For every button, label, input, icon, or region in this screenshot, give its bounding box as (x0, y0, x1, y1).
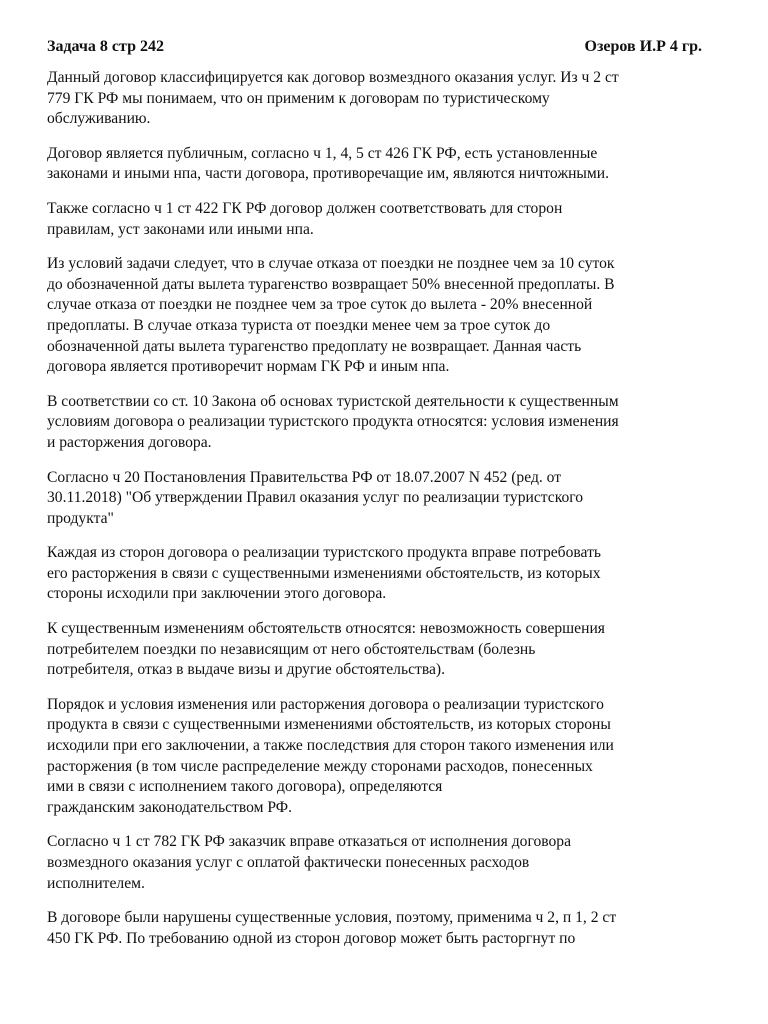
task-title: Задача 8 стр 242 (47, 38, 164, 55)
paragraph-material-changes: К существенным изменениям обстоятельств относятся: невозможность совершения потребителем поездки по независящим от него обстоятельствам (болезнь потребителя, отказ в выдаче визы и другие обстоятельства). (47, 620, 605, 679)
paragraph-article-422: Также согласно ч 1 ст 422 ГК РФ договор должен соответствовать для сторон правилам, уст законами или иными нпа. (47, 199, 563, 238)
paragraph-tourism-law: В соответствии со ст. 10 Закона об основах туристской деятельности к существенным условиям договора о реализации туристского продукта относятся: условия изменения и расторжения договора. (47, 392, 619, 451)
author-name: Озеров И.Р 4 гр. (584, 38, 702, 55)
paragraph-government-decree: Согласно ч 20 Постановления Правительства РФ от 18.07.2007 N 452 (ред. от 30.11.2018) "Об утверждении Правил оказания услуг по реализации туристского продукта" (47, 468, 584, 527)
paragraph-termination-right: Каждая из сторон договора о реализации туристского продукта вправе потребовать его расторжения в связи с существенными изменениями обстоятельств, из которых стороны исходили при заключении этого договора. (47, 544, 601, 603)
document-header (47, 37, 702, 57)
paragraph-public-contract: Договор является публичным, согласно ч 1, 4, 5 ст 426 ГК РФ, есть установленные законами и иными нпа, части договора, противоречащие им, являются ничтожными. (47, 144, 610, 183)
paragraph-task-conditions: Из условий задачи следует, что в случае отказа от поездки не позднее чем за 10 суток до обозначенной даты вылета турагенство возвращает 50% внесенной предоплаты. В случае отказа от поездки не позднее чем за трое суток до вылета - 20% внесенной предоплаты. В случае отказа туриста от поездки менее чем за трое суток до обозначенной даты вылета турагенство предоплату не возвращает. Данная часть договора является противоречит нормам ГК РФ и иным нпа. (47, 255, 615, 376)
paragraph-contract-classification: Данный договор классифицируется как договор возмездного оказания услуг. Из ч 2 ст 779 ГК РФ мы понимаем, что он применим к договорам по туристическому обслуживанию. (47, 69, 619, 128)
paragraph-procedure: Порядок и условия изменения или расторжения договора о реализации туристского продукта в связи с существенными изменениями обстоятельств, из которых стороны исходили при его заключении, а также последствия для сторон такого изменения или расторжения (в том числе распределение между сторонами расходов, понесенных ими в связи с исполнением такого договора), определяются гражданским законодательством РФ. (47, 695, 614, 816)
paragraph-article-782: Согласно ч 1 ст 782 ГК РФ заказчик вправе отказаться от исполнения договора возмездного оказания услуг с оплатой фактически понесенных расходов исполнителем. (47, 833, 572, 892)
paragraph-article-450: В договоре были нарушены существенные условия, поэтому, применима ч 2, п 1, 2 ст 450 ГК РФ. По требованию одной из сторон договор может быть расторгнут по (47, 909, 617, 947)
